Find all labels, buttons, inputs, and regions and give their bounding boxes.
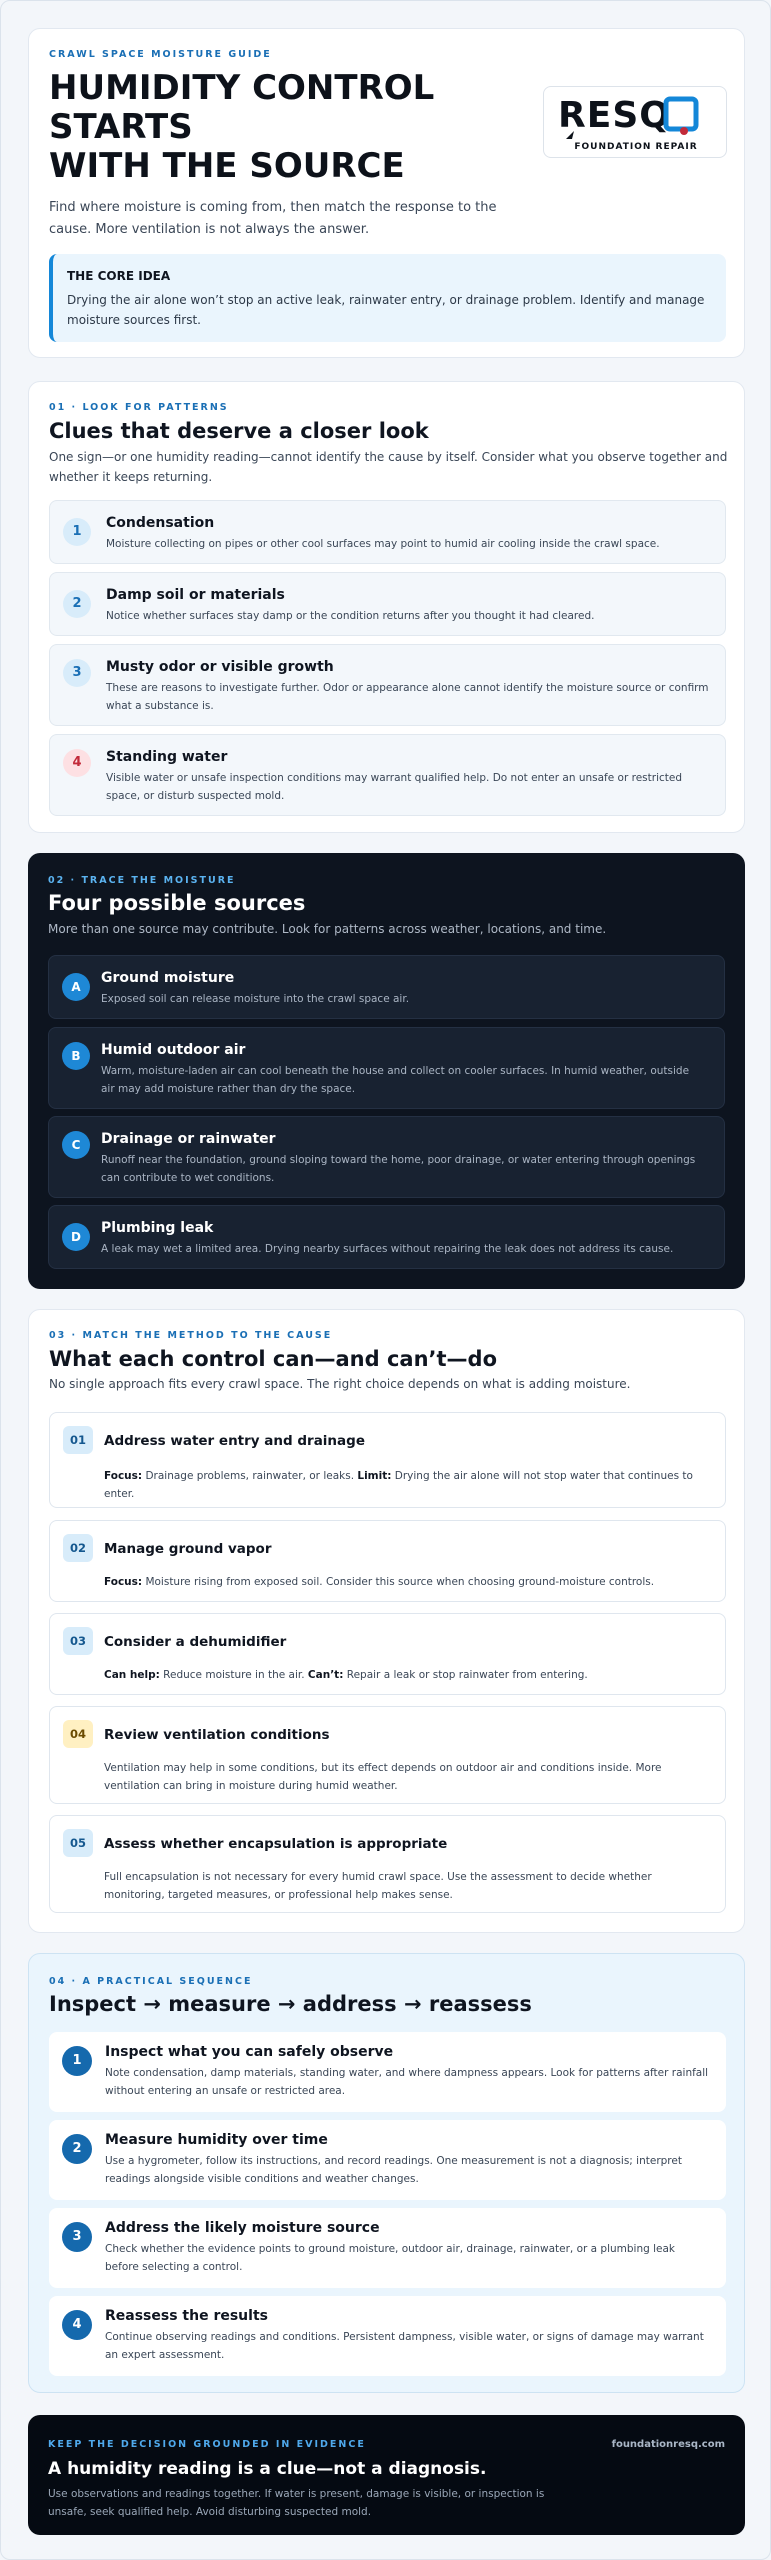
clue-number: 2 [63, 590, 91, 618]
hero-title-line: WITH THE SOURCE [49, 146, 405, 186]
hero-intro: Find where moisture is coming from, then match the response to the cause. More ventilation is not always the answer. [49, 200, 497, 237]
methods-eyebrow: 03 · MATCH THE METHOD TO THE CAUSE [49, 1330, 333, 1341]
logo-subtitle: FOUNDATION REPAIR [574, 142, 698, 152]
method-title: Review ventilation conditions [104, 1727, 330, 1743]
source-body: Runoff near the foundation, ground sloping toward the home, poor drainage, or water entering through openings can contribute to wet conditions. [101, 1154, 696, 1184]
method-body: Focus: Drainage problems, rainwater, or leaks. Limit: Drying the air alone will not stop water that continues to enter. [104, 1470, 693, 1500]
method-number: 02 [63, 1534, 93, 1562]
method-body: Can help: Reduce moisture in the air. Can’t: Repair a leak or stop rainwater from entering. [104, 1669, 588, 1681]
method-body: Full encapsulation is not necessary for every humid crawl space. Use the assessment to decide whether monitoring, targeted measures, or professional help makes sense. [104, 1871, 652, 1901]
step-body: Check whether the evidence points to ground moisture, outdoor air, drainage, rainwater, or a plumbing leak before selecting a control. [105, 2243, 676, 2273]
core-idea-title: THE CORE IDEA [67, 269, 171, 283]
step-body: Continue observing readings and conditions. Persistent dampness, visible water, or signs of damage may warrant an expert assessment. [105, 2331, 704, 2361]
clues-section [28, 381, 745, 833]
method-number: 03 [63, 1627, 93, 1655]
source-title: Plumbing leak [101, 1220, 214, 1236]
method-body: Ventilation may help in some conditions, but its effect depends on outdoor air and conditions inside. More ventilation can bring in moisture during humid weather. [104, 1762, 662, 1792]
clue-item [49, 644, 726, 726]
footer-banner [28, 2415, 745, 2535]
sources-lede: More than one source may contribute. Look for patterns across weather, locations, and time. [48, 922, 607, 936]
method-item [49, 1613, 726, 1695]
source-title: Humid outdoor air [101, 1042, 246, 1058]
logo-wordmark: RESQ [558, 95, 671, 136]
source-body: Warm, moisture-laden air can cool beneath the house and collect on cooler surfaces. In humid weather, outside air may add moisture rather than dry the space. [101, 1065, 690, 1095]
step-number: 2 [62, 2134, 92, 2164]
sequence-section [28, 1953, 745, 2393]
source-item [48, 1116, 725, 1198]
clues-title: Clues that deserve a closer look [49, 419, 429, 443]
method-title: Manage ground vapor [104, 1541, 272, 1557]
hero-title-line: HUMIDITY CONTROL [49, 68, 435, 108]
sequence-step [49, 2296, 726, 2376]
clue-body: Visible water or unsafe inspection conditions may warrant qualified help. Do not enter an unsafe or restricted space, or disturb suspected mold. [106, 772, 683, 802]
step-body: Note condensation, damp materials, standing water, and where dampness appears. Look for patterns after rainfall without entering an unsafe or restricted area. [105, 2067, 709, 2097]
resq-logo-icon [544, 87, 728, 159]
step-body: Use a hygrometer, follow its instructions, and record readings. One measurement is not a diagnosis; interpret readings alongside visible conditions and weather changes. [105, 2155, 682, 2185]
footer-eyebrow: KEEP THE DECISION GROUNDED IN EVIDENCE [48, 2439, 366, 2450]
sequence-step [49, 2032, 726, 2112]
methods-lede: No single approach fits every crawl space. The right choice depends on what is adding moisture. [49, 1377, 631, 1391]
clues-lede: One sign—or one humidity reading—cannot identify the cause by itself. Consider what you observe together and whether it keeps returning. [49, 450, 728, 484]
clue-number: 1 [63, 518, 91, 546]
clue-body: Notice whether surfaces stay damp or the condition returns after you thought it had cleared. [106, 610, 595, 622]
hero-title [49, 69, 519, 186]
step-number: 3 [62, 2222, 92, 2252]
methods-title: What each control can—and can’t—do [49, 1347, 497, 1371]
source-item [48, 1205, 725, 1269]
method-item [49, 1520, 726, 1602]
sequence-title: Inspect → measure → address → reassess [49, 1992, 532, 2016]
source-body: A leak may wet a limited area. Drying nearby surfaces without repairing the leak does not address its cause. [101, 1243, 674, 1255]
methods-section [28, 1309, 745, 1933]
company-logo [543, 86, 727, 158]
step-title: Measure humidity over time [105, 2132, 328, 2148]
clue-title: Damp soil or materials [106, 587, 285, 603]
source-title: Ground moisture [101, 970, 235, 986]
source-body: Exposed soil can release moisture into the crawl space air. [101, 993, 410, 1005]
method-item [49, 1412, 726, 1508]
clue-number: 3 [63, 659, 91, 687]
hero-card [28, 28, 745, 358]
footer-body: Use observations and readings together. If water is present, damage is visible, or inspection is unsafe, seek qualified help. Avoid disturbing suspected mold. [48, 2488, 545, 2518]
step-title: Inspect what you can safely observe [105, 2044, 394, 2060]
method-number: 04 [63, 1720, 93, 1748]
method-item [49, 1706, 726, 1804]
source-letter: B [62, 1042, 90, 1070]
source-letter: D [62, 1223, 90, 1251]
source-letter: A [62, 973, 90, 1001]
clue-body: Moisture collecting on pipes or other cool surfaces may point to humid air cooling inside the crawl space. [106, 538, 660, 550]
source-item [48, 1027, 725, 1109]
method-item [49, 1815, 726, 1913]
core-idea-callout [49, 254, 726, 342]
method-title: Assess whether encapsulation is appropriate [104, 1836, 448, 1852]
source-title: Drainage or rainwater [101, 1131, 276, 1147]
method-title: Address water entry and drainage [104, 1433, 365, 1449]
clue-body: These are reasons to investigate further. Odor or appearance alone cannot identify the moisture source or confirm what a substance is. [106, 682, 709, 712]
method-number: 05 [63, 1829, 93, 1857]
method-title: Consider a dehumidifier [104, 1634, 287, 1650]
step-number: 4 [62, 2310, 92, 2340]
method-body: Focus: Moisture rising from exposed soil. Consider this source when choosing ground-moisture controls. [104, 1576, 655, 1588]
sources-title: Four possible sources [48, 891, 306, 915]
clue-title: Condensation [106, 515, 215, 531]
step-title: Address the likely moisture source [105, 2220, 380, 2236]
clue-title: Standing water [106, 749, 228, 765]
sources-eyebrow: 02 · TRACE THE MOISTURE [48, 875, 236, 886]
hero-eyebrow: CRAWL SPACE MOISTURE GUIDE [49, 49, 272, 60]
footer-title: A humidity reading is a clue—not a diagnosis. [48, 2459, 487, 2479]
clue-number: 4 [63, 749, 91, 777]
clue-item [49, 734, 726, 816]
clue-item [49, 572, 726, 636]
step-number: 1 [62, 2046, 92, 2076]
clues-eyebrow: 01 · LOOK FOR PATTERNS [49, 402, 229, 413]
clue-item [49, 500, 726, 564]
hero-title-line: STARTS [49, 107, 193, 147]
core-idea-body: Drying the air alone won’t stop an active leak, rainwater entry, or drainage problem. Identify and manage moisture sources first. [67, 293, 705, 327]
footer-website-link[interactable]: foundationresq.com [611, 2439, 725, 2450]
method-number: 01 [63, 1426, 93, 1454]
sequence-eyebrow: 04 · A PRACTICAL SEQUENCE [49, 1976, 253, 1987]
sources-section [28, 853, 745, 1289]
clue-title: Musty odor or visible growth [106, 659, 334, 675]
sequence-step [49, 2120, 726, 2200]
sequence-step [49, 2208, 726, 2288]
step-title: Reassess the results [105, 2308, 268, 2324]
source-item [48, 955, 725, 1019]
source-letter: C [62, 1131, 90, 1159]
